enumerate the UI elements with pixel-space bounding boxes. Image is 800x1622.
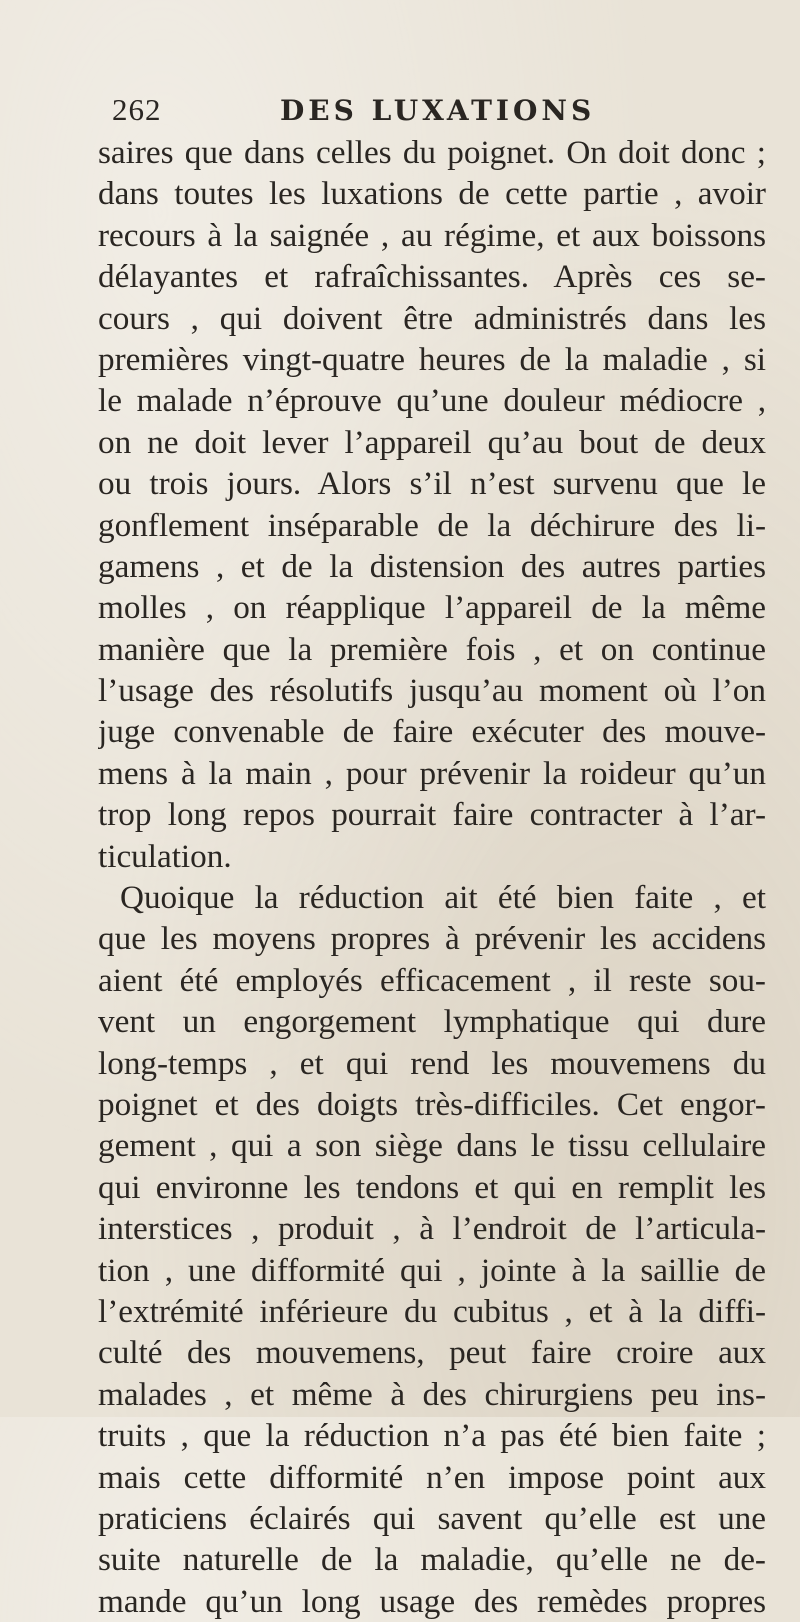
text-line: poignet et des doigts très-difficiles. Cet engor- [98, 1085, 766, 1123]
text-line: Quoique la réduction ait été bien faite , et [120, 879, 766, 917]
text-line: trop long repos pourrait faire contracter à l’ar- [98, 796, 766, 834]
text-line: on ne doit lever l’appareil qu’au bout de deux [98, 423, 766, 461]
text-line: aient été employés efficacement , il reste sou- [98, 961, 766, 999]
text-line: le malade n’éprouve qu’une douleur médiocre , [98, 382, 766, 420]
text-line: culté des mouvemens, peut faire croire aux [98, 1334, 766, 1372]
text-line: mais cette difformité n’en impose point aux [98, 1458, 766, 1496]
text-line: recours à la saignée , au régime, et aux boissons [98, 216, 766, 254]
text-line: mens à la main , pour prévenir la roideur qu’un [98, 754, 766, 792]
text-line: qui environne les tendons et qui en remplit les [98, 1168, 766, 1206]
text-line: l’usage des résolutifs jusqu’au moment où l’on [98, 672, 766, 710]
text-line: délayantes et rafraîchissantes. Après ces se- [98, 258, 766, 296]
text-line: molles , on réapplique l’appareil de la même [98, 589, 766, 627]
text-line: cours , qui doivent être administrés dans les [98, 299, 766, 337]
text-line: premières vingt-quatre heures de la maladie , si [98, 340, 766, 378]
running-title: DES LUXATIONS [280, 94, 596, 127]
text-line: malades , et même à des chirurgiens peu ins- [98, 1375, 766, 1413]
text-line: tion , une difformité qui , jointe à la saillie de [98, 1251, 766, 1289]
text-line: dans toutes les luxations de cette partie , avoir [98, 175, 766, 213]
text-line: ou trois jours. Alors s’il n’est survenu que le [98, 465, 766, 503]
text-line: mande qu’un long usage des remèdes propres [98, 1582, 766, 1620]
text-line: vent un engorgement lymphatique qui dure [98, 1003, 766, 1041]
text-line: manière que la première fois , et on continue [98, 630, 766, 668]
text-line: gonflement inséparable de la déchirure des li- [98, 506, 766, 544]
text-line: que les moyens propres à prévenir les accidens [98, 920, 766, 958]
text-line: long-temps , et qui rend les mouvemens du [98, 1044, 766, 1082]
text-line: gamens , et de la distension des autres parties [98, 547, 766, 585]
text-line: ticulation. [98, 837, 232, 875]
text-line: interstices , produit , à l’endroit de l’articula- [98, 1210, 766, 1248]
text-line: praticiens éclairés qui savent qu’elle est une [98, 1499, 766, 1537]
text-line: truits , que la réduction n’a pas été bien faite ; [98, 1417, 766, 1455]
running-head [98, 88, 758, 134]
page-number: 262 [112, 92, 162, 127]
text-line: l’extrémité inférieure du cubitus , et à la diffi- [98, 1292, 766, 1330]
text-line: juge convenable de faire exécuter des mouve- [98, 713, 766, 751]
text-line: gement , qui a son siège dans le tissu cellulaire [98, 1127, 766, 1165]
text-line: saires que dans celles du poignet. On doit donc ; [98, 134, 766, 171]
text-line: suite naturelle de la maladie, qu’elle ne de- [98, 1541, 766, 1579]
body-text [98, 132, 766, 1622]
